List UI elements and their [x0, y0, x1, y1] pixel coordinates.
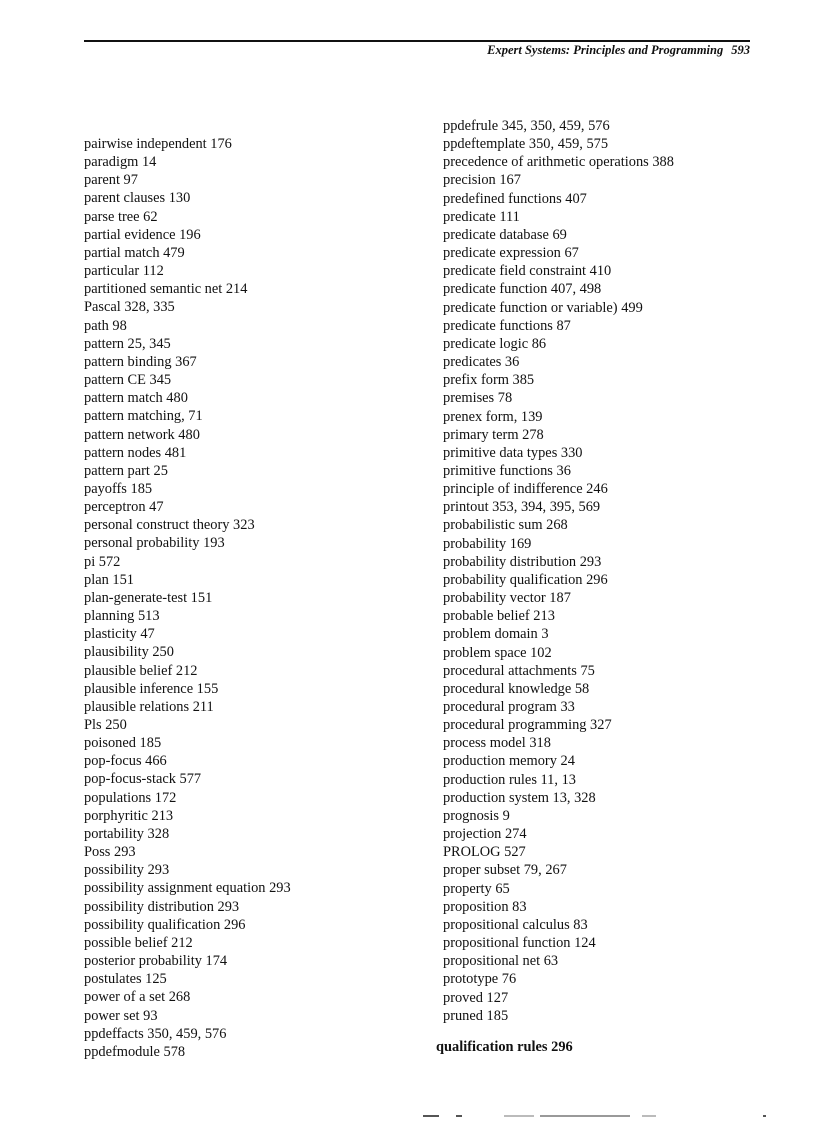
index-entry: pattern part 25: [84, 462, 168, 479]
scan-artifact: [540, 1115, 630, 1117]
index-entry: populations 172: [84, 789, 177, 806]
index-entry: premises 78: [443, 390, 513, 407]
index-entry: porphyritic 213: [84, 807, 174, 824]
index-column-right: [443, 117, 674, 1025]
index-entry: plausible inference 155: [84, 680, 219, 697]
index-entry: pop-focus 466: [84, 753, 167, 770]
header-rule: [84, 40, 750, 42]
index-entry: prototype 76: [443, 971, 517, 988]
index-entry: pruned 185: [443, 1007, 509, 1024]
index-entry: proper subset 79, 267: [443, 862, 567, 879]
index-entry: predicate field constraint 410: [443, 263, 612, 280]
scan-artifact: [642, 1115, 656, 1117]
index-entry: particular 112: [84, 263, 164, 280]
index-entry: predicate 111: [443, 208, 520, 225]
index-entry: probability distribution 293: [443, 553, 602, 570]
index-entry: planning 513: [84, 608, 160, 625]
index-entry: predicates 36: [443, 354, 520, 371]
index-entry: procedural programming 327: [443, 717, 612, 734]
index-entry: primitive data types 330: [443, 444, 583, 461]
index-entry: probability qualification 296: [443, 571, 608, 588]
index-entry: prognosis 9: [443, 807, 510, 824]
index-entry: propositional net 63: [443, 953, 559, 970]
index-entry: plausible belief 212: [84, 662, 198, 679]
index-entry: poisoned 185: [84, 735, 162, 752]
index-entry: perceptron 47: [84, 499, 164, 516]
index-entry: possibility assignment equation 293: [84, 880, 291, 897]
index-entry: possible belief 212: [84, 934, 193, 951]
index-entry: pattern matching, 71: [84, 408, 203, 425]
index-entry: precision 167: [443, 172, 521, 189]
index-entry: possibility distribution 293: [84, 898, 240, 915]
scan-artifact: [763, 1115, 766, 1117]
index-entry: pattern network 480: [84, 426, 200, 443]
index-column-left: [84, 135, 291, 1061]
scan-artifact: [423, 1115, 439, 1117]
index-entry: ppdefrule 345, 350, 459, 576: [443, 118, 610, 134]
index-entry: pairwise independent 176: [84, 136, 232, 152]
index-entry: paradigm 14: [84, 154, 157, 171]
index-entry: ppdefmodule 578: [84, 1043, 186, 1060]
index-entry: personal probability 193: [84, 535, 225, 552]
index-entry: postulates 125: [84, 971, 167, 988]
index-entry: probability vector 187: [443, 590, 571, 607]
index-entry: proved 127: [443, 989, 509, 1006]
index-entry: production system 13, 328: [443, 789, 596, 806]
index-entry: plausibility 250: [84, 644, 174, 661]
index-entry: parse tree 62: [84, 208, 158, 225]
index-entry: probable belief 213: [443, 608, 555, 625]
index-entry: predicate expression 67: [443, 245, 579, 262]
index-entry: path 98: [84, 317, 127, 334]
index-entry: parent 97: [84, 172, 138, 189]
index-entry: Pls 250: [84, 717, 127, 733]
index-entry: posterior probability 174: [84, 953, 228, 970]
index-entry: pattern CE 345: [84, 372, 172, 389]
page-number: 593: [731, 43, 750, 57]
index-entry: precedence of arithmetic operations 388: [443, 154, 674, 171]
index-entry: ppdeffacts 350, 459, 576: [84, 1025, 227, 1042]
index-entry: property 65: [443, 880, 510, 897]
index-entry: production memory 24: [443, 753, 575, 770]
index-entry: predicate function or variable) 499: [443, 299, 643, 316]
index-entry: Poss 293: [84, 844, 136, 861]
index-entry: probability 169: [443, 535, 532, 552]
index-entry: payoffs 185: [84, 480, 153, 497]
index-entry: predefined functions 407: [443, 190, 587, 207]
index-entry: predicate logic 86: [443, 335, 547, 352]
index-entry: propositional calculus 83: [443, 916, 588, 933]
index-entry: problem domain 3: [443, 626, 549, 643]
index-entry: propositional function 124: [443, 935, 596, 952]
index-entry: pop-focus-stack 577: [84, 771, 202, 788]
index-entry: portability 328: [84, 825, 170, 842]
index-entry: procedural program 33: [443, 699, 575, 715]
index-entry: partial evidence 196: [84, 226, 201, 243]
index-entry: principle of indifference 246: [443, 481, 608, 498]
index-entry: prefix form 385: [443, 372, 535, 389]
index-entry: PROLOG 527: [443, 844, 526, 861]
index-entry: personal construct theory 323: [84, 517, 255, 534]
index-entry: power of a set 268: [84, 989, 191, 1006]
index-entry: Pascal 328, 335: [84, 299, 175, 316]
index-entry: printout 353, 394, 395, 569: [443, 499, 601, 516]
index-entry: predicate functions 87: [443, 317, 571, 334]
index-entry: pattern binding 367: [84, 353, 197, 370]
index-entry: pattern 25, 345: [84, 335, 171, 352]
scan-artifact: [504, 1115, 534, 1117]
index-entry: possibility 293: [84, 862, 170, 879]
index-entry: possibility qualification 296: [84, 916, 246, 933]
index-entry: projection 274: [443, 826, 527, 843]
index-entry: procedural knowledge 58: [443, 680, 590, 697]
index-entry: probabilistic sum 268: [443, 517, 568, 534]
index-entry: plan-generate-test 151: [84, 589, 213, 606]
index-entry: parent clauses 130: [84, 190, 191, 207]
index-entry: ppdeftemplate 350, 459, 575: [443, 136, 609, 153]
index-entry: prenex form, 139: [443, 408, 543, 425]
scan-artifact: [456, 1115, 462, 1117]
running-header: [84, 43, 750, 58]
index-entry: plasticity 47: [84, 626, 155, 643]
index-entry: partial match 479: [84, 244, 185, 261]
index-entry: primitive functions 36: [443, 462, 571, 479]
index-entry: process model 318: [443, 735, 551, 752]
index-entry: plausible relations 211: [84, 698, 214, 715]
index-entry: power set 93: [84, 1007, 158, 1024]
index-entry: plan 151: [84, 571, 134, 588]
index-entry: pi 572: [84, 553, 121, 570]
index-entry: problem space 102: [443, 644, 552, 661]
book-title: Expert Systems: Principles and Programming: [487, 43, 724, 57]
index-entry: proposition 83: [443, 898, 527, 915]
index-entry-qualification-rules: qualification rules 296: [436, 1039, 573, 1055]
index-entry: primary term 278: [443, 426, 544, 443]
index-entry: predicate function 407, 498: [443, 281, 602, 298]
index-entry: predicate database 69: [443, 226, 567, 243]
index-entry: production rules 11, 13: [443, 771, 576, 788]
index-entry: partitioned semantic net 214: [84, 281, 248, 298]
index-entry: pattern match 480: [84, 390, 188, 407]
index-entry: procedural attachments 75: [443, 662, 595, 679]
index-entry: pattern nodes 481: [84, 444, 187, 461]
